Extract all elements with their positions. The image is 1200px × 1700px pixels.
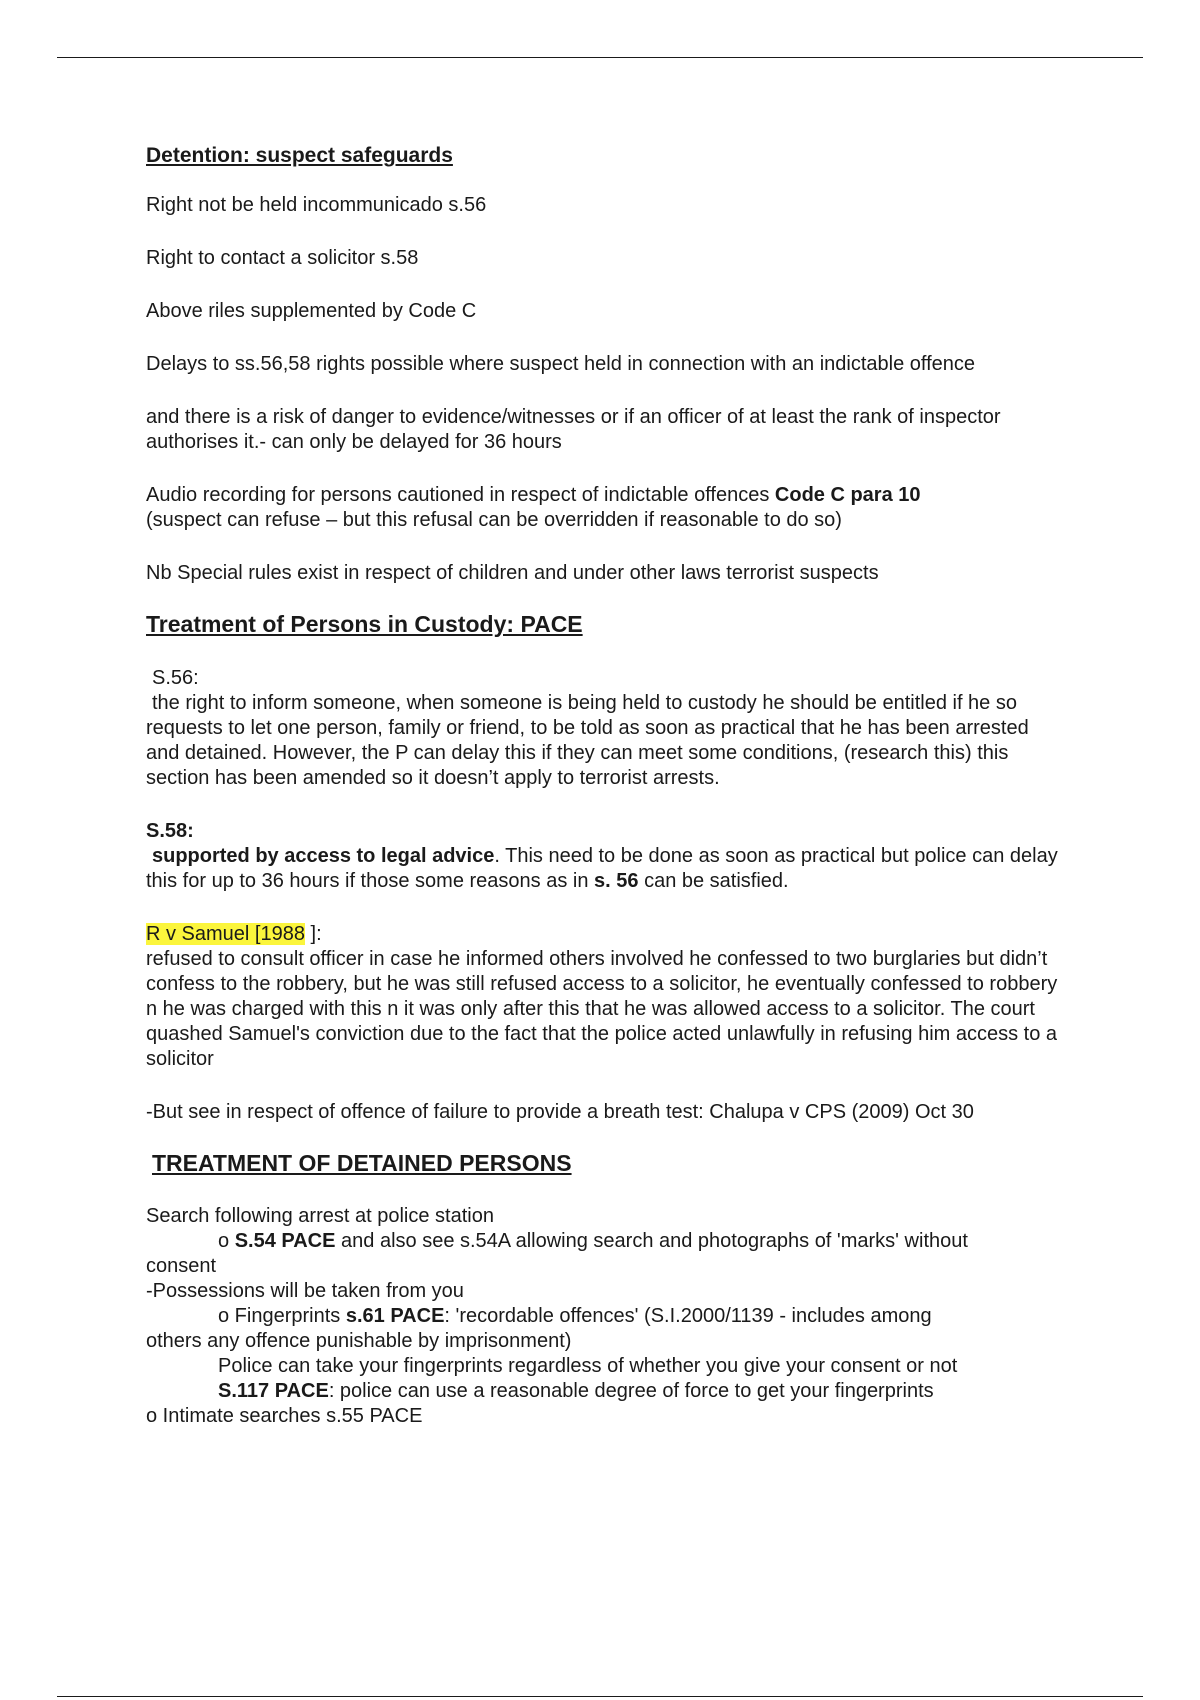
section-title-treatment-custody: Treatment of Persons in Custody: PACE [146, 611, 583, 637]
paragraph-solicitor: Right to contact a solicitor s.58 [146, 247, 419, 269]
s61-ref: s.61 PACE [345, 1305, 445, 1327]
case-text: refused to consult officer in case he informed others involved he confessed to two burglaries but didn’t confess to the robbery, but he was still refused access to a solicitor, he eventually confessed to robbery n he was charged with this n it was only after this that he was allowed access to a solicitor. The court quashed Samuel's conviction due to the fact that the police acted unlawfully in refusing him access to a solicitor [146, 948, 1058, 1070]
section-title-detained-persons: TREATMENT OF DETAINED PERSONS [152, 1150, 572, 1176]
s58-text: supported by access to legal advice. This need to be done as soon as practical but police can delay this for up to 36 hours if those some reasons as in s. 56 can be satisfied. [146, 845, 1058, 892]
fingerprints-consent: Police can take your fingerprints regardless of whether you give your consent or not [218, 1355, 958, 1377]
audio-refusal: (suspect can refuse – but this refusal can be overridden if reasonable to do so) [146, 509, 842, 531]
audio-code-ref: Code C para 10 [774, 484, 921, 506]
s54-bullet: o S.54 PACE and also see s.54A allowing search and photographs of 'marks' without [218, 1230, 968, 1252]
paragraph-incommunicado: Right not be held incommunicado s.56 [146, 194, 487, 216]
case-heading: R v Samuel [1988 ]: [146, 923, 322, 945]
section-title-detention: Detention: suspect safeguards [146, 144, 453, 167]
paragraph-code-c: Above riles supplemented by Code C [146, 300, 477, 322]
s54-continuation: consent [146, 1255, 217, 1277]
s54-ref: S.54 PACE [234, 1230, 336, 1252]
possessions-line: -Possessions will be taken from you [146, 1280, 464, 1302]
search-following-arrest: Search following arrest at police station [146, 1205, 494, 1227]
document-page [146, 143, 1066, 1429]
bottom-rule [57, 1696, 1143, 1697]
but-see-paragraph: -But see in respect of offence of failure to provide a breath test: Chalupa v CPS (2009) Oct 30 [146, 1101, 974, 1123]
paragraph-nb: Nb Special rules exist in respect of children and under other laws terrorist suspects [146, 562, 879, 584]
paragraph-delays: Delays to ss.56,58 rights possible where suspect held in connection with an indictable offence [146, 353, 976, 375]
s56-text: the right to inform someone, when someone is being held to custody he should be entitled if he so requests to let one person, family or friend, to be told as soon as practical that he has been arrested and detained. However, the P can delay this if they can meet some conditions, (research this) this section has been amended so it doesn’t apply to terrorist arrests. [146, 692, 1029, 789]
paragraph-risk: and there is a risk of danger to evidence/witnesses or if an officer of at least the rank of inspector authorises it.- can only be delayed for 36 hours [146, 406, 1001, 453]
top-rule [57, 57, 1143, 58]
case-name-highlight: R v Samuel [1988 [146, 923, 305, 945]
s117-line: S.117 PACE: police can use a reasonable degree of force to get your fingerprints [218, 1380, 934, 1402]
fingerprints-continuation: others any offence punishable by imprisonment) [146, 1330, 572, 1352]
s56-label: S.56: [152, 667, 199, 689]
s58-bold: supported by access to legal advice [152, 845, 495, 867]
fingerprints-bullet: o Fingerprints s.61 PACE: 'recordable offences' (S.I.2000/1139 - includes among [218, 1305, 932, 1327]
intimate-searches-line: o Intimate searches s.55 PACE [146, 1405, 423, 1427]
s58-label: S.58: [146, 820, 194, 842]
paragraph-audio [146, 483, 1066, 533]
s117-ref: S.117 PACE [218, 1380, 329, 1402]
audio-text: Audio recording for persons cautioned in respect of indictable offences [146, 484, 775, 506]
s56-ref: s. 56 [594, 870, 639, 892]
